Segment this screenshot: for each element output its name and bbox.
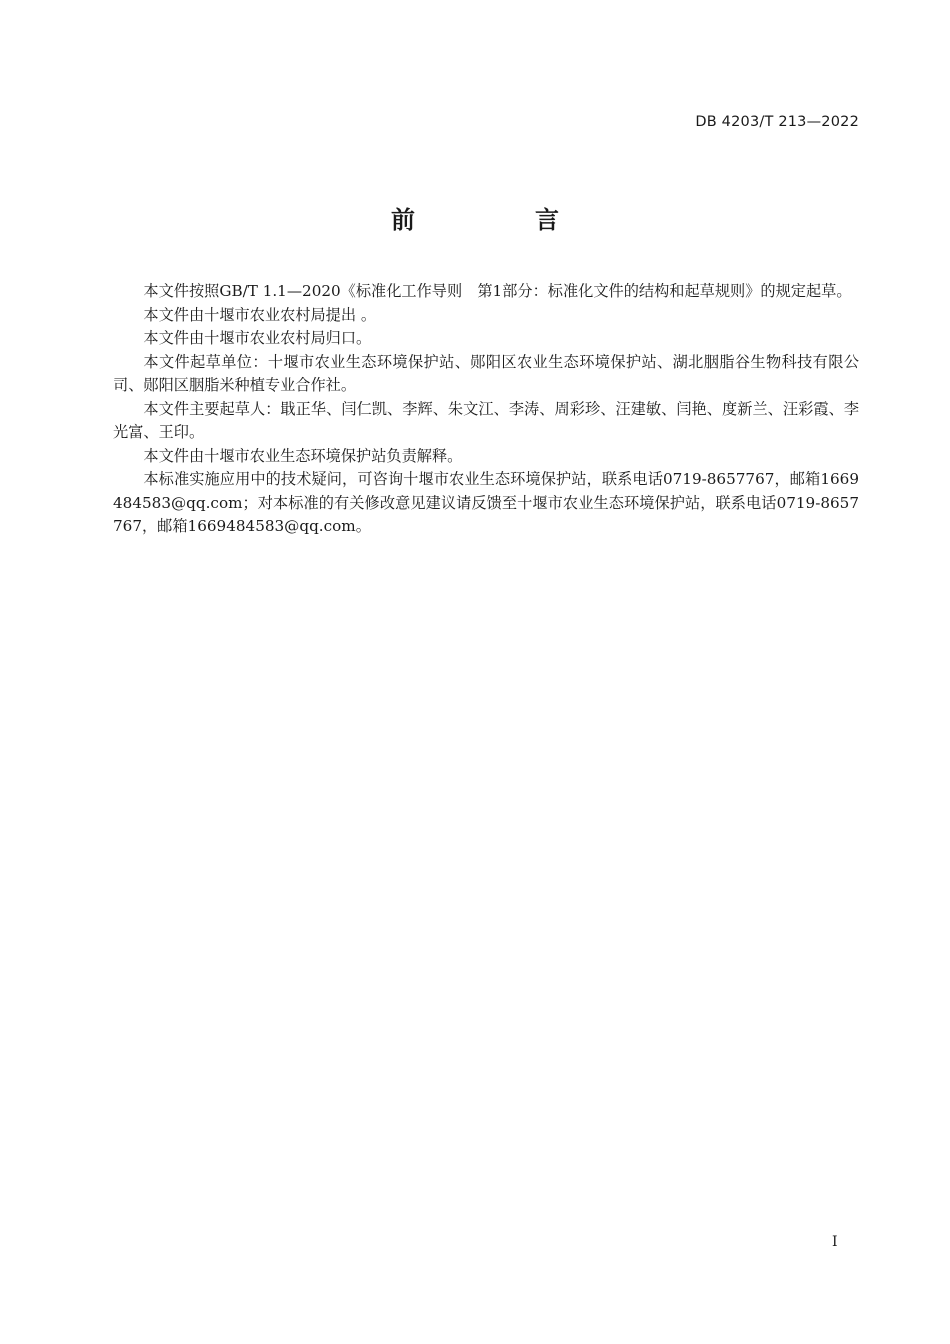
paragraph-proposer: 本文件由十堰市农业农村局提出 。 (143, 305, 377, 324)
page-title: 前 言 (391, 206, 607, 234)
paragraph-centralized-unit: 本文件由十堰市农业农村局归口。 (143, 329, 372, 347)
foreword-body (113, 280, 859, 539)
paragraph-contact: 本标准实施应用中的技术疑问，可咨询十堰市农业生态环境保护站，联系电话0719-8657767，邮箱1669484583@qq.com；对本标准的有关修改意见建议请反馈至十堰市农业生态环境保护站，联系电话0719-8657767，邮箱1669484583@qq.com。 (113, 470, 859, 535)
paragraph-drafting-units: 本文件起草单位：十堰市农业生态环境保护站、郧阳区农业生态环境保护站、湖北胭脂谷生物科技有限公司、郧阳区胭脂米种植专业合作社。 (113, 352, 859, 394)
page-number: I (832, 1234, 838, 1250)
paragraph-drafters: 本文件主要起草人：戢正华、闫仁凯、李辉、朱文江、李涛、周彩珍、汪建敏、闫艳、度新兰、汪彩霞、李光富、王印。 (113, 399, 859, 441)
paragraph-interpretation: 本文件由十堰市农业生态环境保护站负责解释。 (143, 446, 463, 465)
document-code: DB 4203/T 213—2022 (695, 114, 859, 130)
paragraph-drafting-rules: 本文件按照GB/T 1.1—2020《标准化工作导则 第1部分：标准化文件的结构和起草规则》的规定起草。 (143, 282, 852, 300)
